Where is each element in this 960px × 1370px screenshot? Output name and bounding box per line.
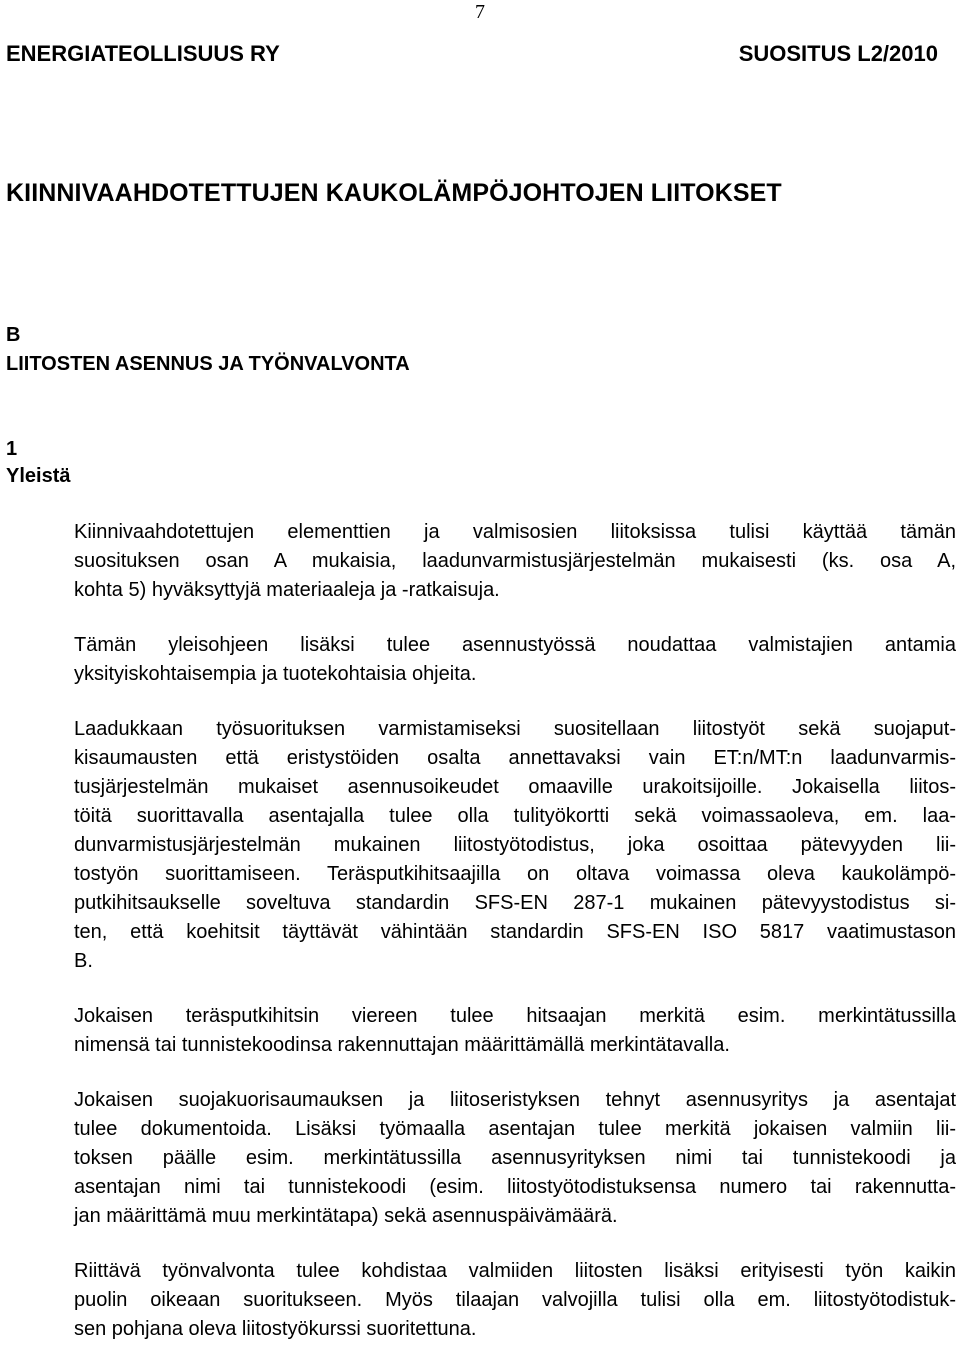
section-title: LIITOSTEN ASENNUS JA TYÖNVALVONTA [6, 353, 410, 375]
paragraph-1 [74, 518, 956, 605]
text-line: kohta 5) hyväksyttyjä materiaaleja ja -ratkaisuja. [74, 579, 500, 601]
section-letter: B [6, 324, 21, 346]
text-line: nimensä tai tunnistekoodinsa rakennuttajan määrittämällä merkintätavalla. [74, 1034, 730, 1056]
paragraph-5 [74, 1086, 956, 1231]
header-organization: ENERGIATEOLLISUUS RY [6, 41, 280, 66]
paragraph-3 [74, 715, 956, 976]
text-line: tusjärjestelmän mukaiset asennusoikeudet omaaville urakoitsijoille. Jokaisella liitos- [74, 776, 956, 798]
text-line: Jokaisen suojakuorisaumauksen ja liitoseristyksen tehnyt asennusyritys ja asentajat [74, 1089, 956, 1111]
page-number: 7 [475, 1, 485, 23]
text-line: Laadukkaan työsuorituksen varmistamiseksi suositellaan liitostyöt sekä suojaput- [74, 718, 956, 740]
text-line: dunvarmistusjärjestelmän mukainen liitostyötodistus, joka osoittaa pätevyyden lii- [74, 834, 956, 856]
body-text [74, 518, 956, 1370]
text-line: putkihitsaukselle soveltuva standardin SFS-EN 287-1 mukainen pätevyystodistus si- [74, 892, 956, 914]
text-line: toksen päälle esim. merkintätussilla asennusyrityksen nimi tai tunnistekoodi ja [74, 1147, 956, 1169]
text-line: jan määrittämä muu merkintätapa) sekä asennuspäivämäärä. [74, 1205, 618, 1227]
text-line: B. [74, 950, 93, 972]
text-line: Jokaisen teräsputkihitsin viereen tulee hitsaajan merkitä esim. merkintätussilla [74, 1005, 956, 1027]
text-line: suosituksen osan A mukaisia, laadunvarmistusjärjestelmän mukaisesti (ks. osa A, [74, 550, 956, 572]
text-line: yksityiskohtaisempia ja tuotekohtaisia ohjeita. [74, 663, 477, 685]
header-recommendation-code: SUOSITUS L2/2010 [738, 41, 938, 66]
text-line: sen pohjana oleva liitostyökurssi suoritettuna. [74, 1318, 477, 1340]
chapter-title: Yleistä [6, 465, 71, 487]
text-line: puolin oikeaan suoritukseen. Myös tilaajan valvojilla tulisi olla em. liitostyötodistuk- [74, 1289, 956, 1311]
text-line: töitä suorittavalla asentajalla tulee olla tulityökortti sekä voimassaoleva, em. laa- [74, 805, 956, 827]
text-line: tulee dokumentoida. Lisäksi työmaalla asentajan tulee merkitä jokaisen valmiin lii- [74, 1118, 956, 1140]
text-line: Tämän yleisohjeen lisäksi tulee asennustyössä noudattaa valmistajien antamia [74, 634, 956, 656]
text-line: Kiinnivaahdotettujen elementtien ja valmisosien liitoksissa tulisi käyttää tämän [74, 521, 956, 543]
paragraph-2 [74, 631, 956, 689]
text-line: ten, että koehitsit täyttävät vähintään standardin SFS-EN ISO 5817 vaatimustason [74, 921, 956, 943]
paragraph-4 [74, 1002, 956, 1060]
chapter-number: 1 [6, 438, 18, 460]
text-line: asentajan nimi tai tunnistekoodi (esim. liitostyötodistuksensa numero tai rakennutta- [74, 1176, 956, 1198]
paragraph-6 [74, 1257, 956, 1344]
text-line: Riittävä työnvalvonta tulee kohdistaa valmiiden liitosten lisäksi erityisesti työn kaikin [74, 1260, 956, 1282]
text-line: tostyön suorittamiseen. Teräsputkihitsaajilla on oltava voimassa oleva kaukolämpö- [74, 863, 956, 885]
text-line: kisaumausten että eristystöiden osalta annettavaksi vain ET:n/MT:n laadunvarmis- [74, 747, 956, 769]
document-title: KIINNIVAAHDOTETTUJEN KAUKOLÄMPÖJOHTOJEN LIITOKSET [6, 179, 782, 207]
